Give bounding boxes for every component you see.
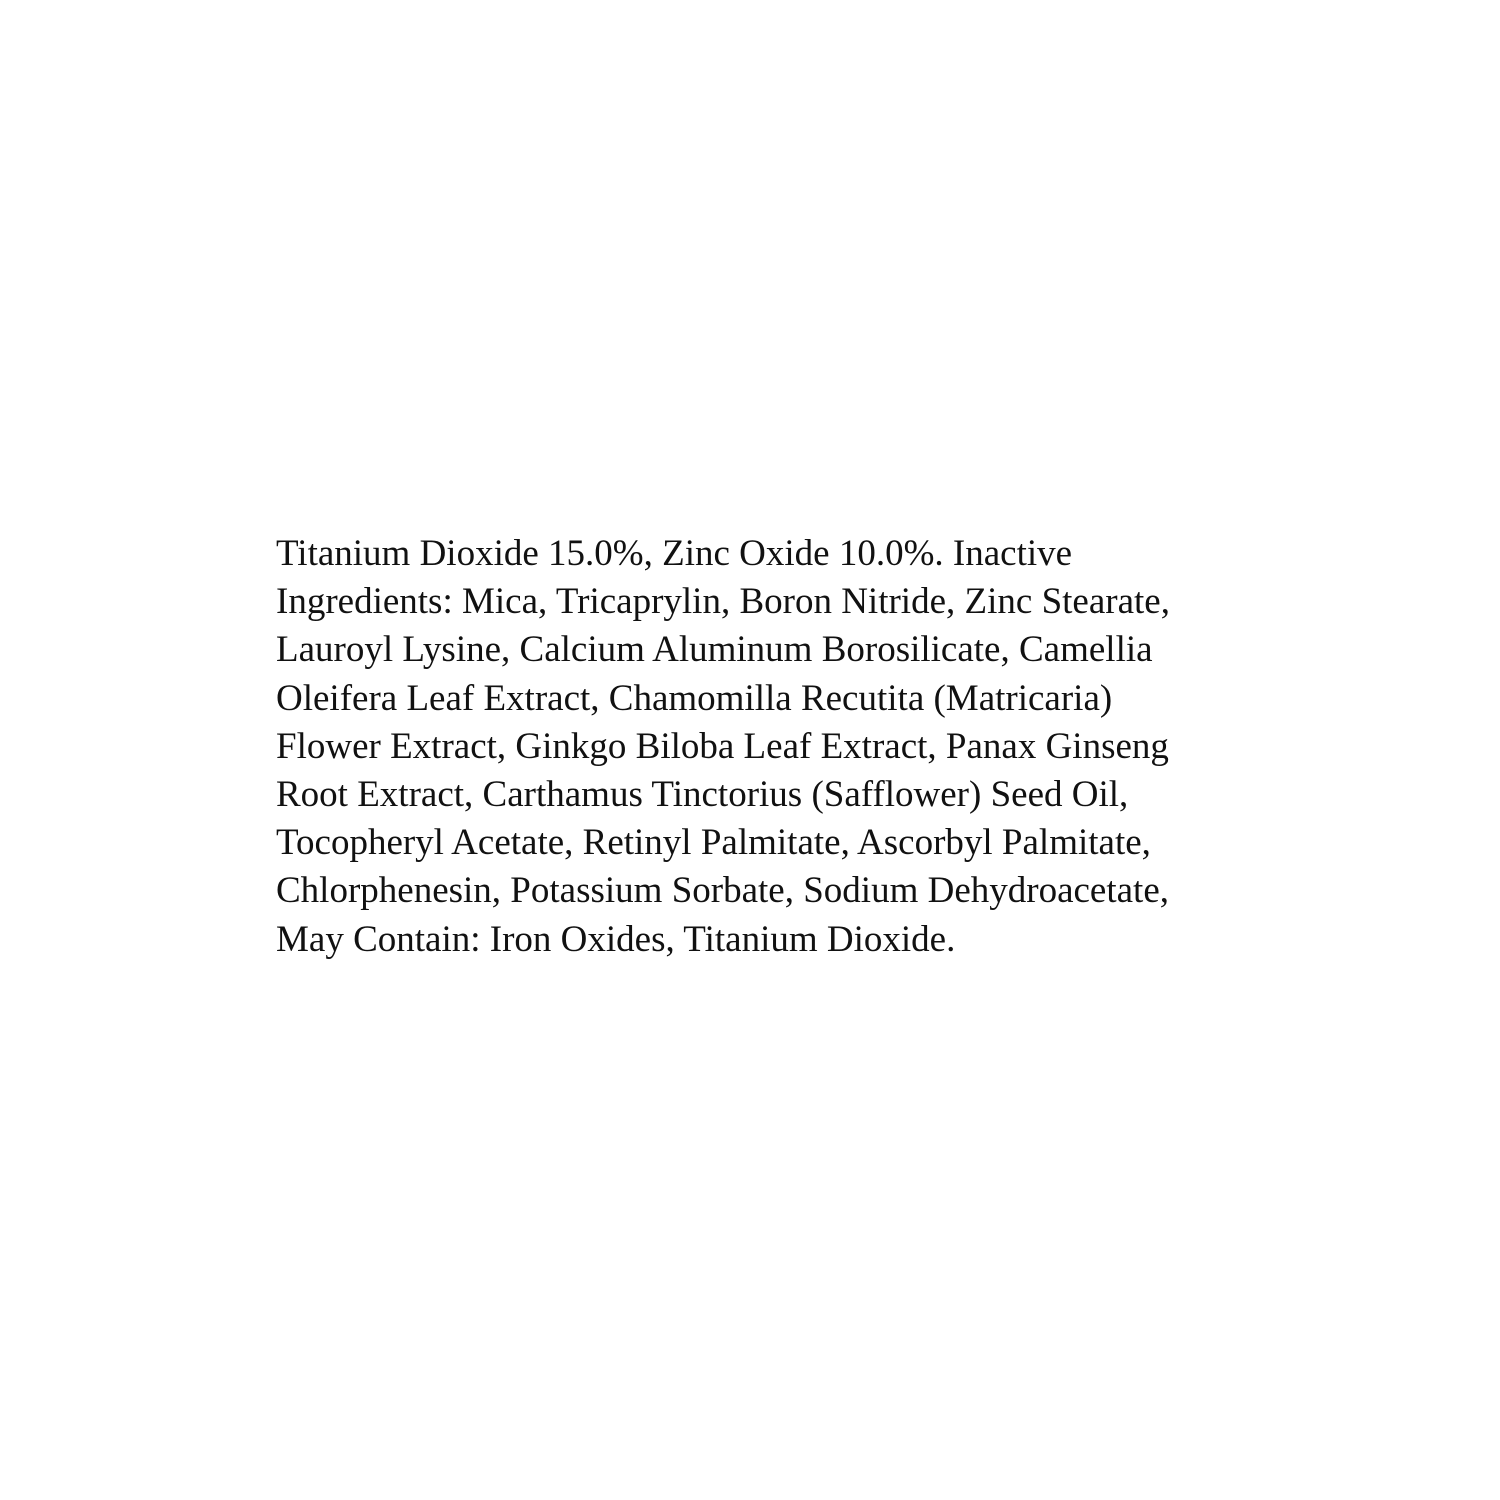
ingredients-line: Tocopheryl Acetate, Retinyl Palmitate, Ascorbyl Palmitate, <box>276 822 1151 864</box>
ingredients-line: Root Extract, Carthamus Tinctorius (Safflower) Seed Oil, <box>276 774 1129 816</box>
ingredients-line: Oleifera Leaf Extract, Chamomilla Recutita (Matricaria) <box>276 677 1113 719</box>
ingredients-line: May Contain: Iron Oxides, Titanium Dioxide. <box>276 918 956 960</box>
ingredients-line: Titanium Dioxide 15.0%, Zinc Oxide 10.0%. Inactive <box>276 533 1073 574</box>
ingredients-line: Flower Extract, Ginkgo Biloba Leaf Extract, Panax Ginseng <box>276 725 1169 767</box>
ingredients-line: Chlorphenesin, Potassium Sorbate, Sodium Dehydroacetate, <box>276 870 1169 912</box>
ingredients-line: Lauroyl Lysine, Calcium Aluminum Borosilicate, Camellia <box>276 629 1153 671</box>
ingredients-text-block <box>276 530 1276 964</box>
ingredients-line: Ingredients: Mica, Tricaprylin, Boron Nitride, Zinc Stearate, <box>276 581 1170 623</box>
